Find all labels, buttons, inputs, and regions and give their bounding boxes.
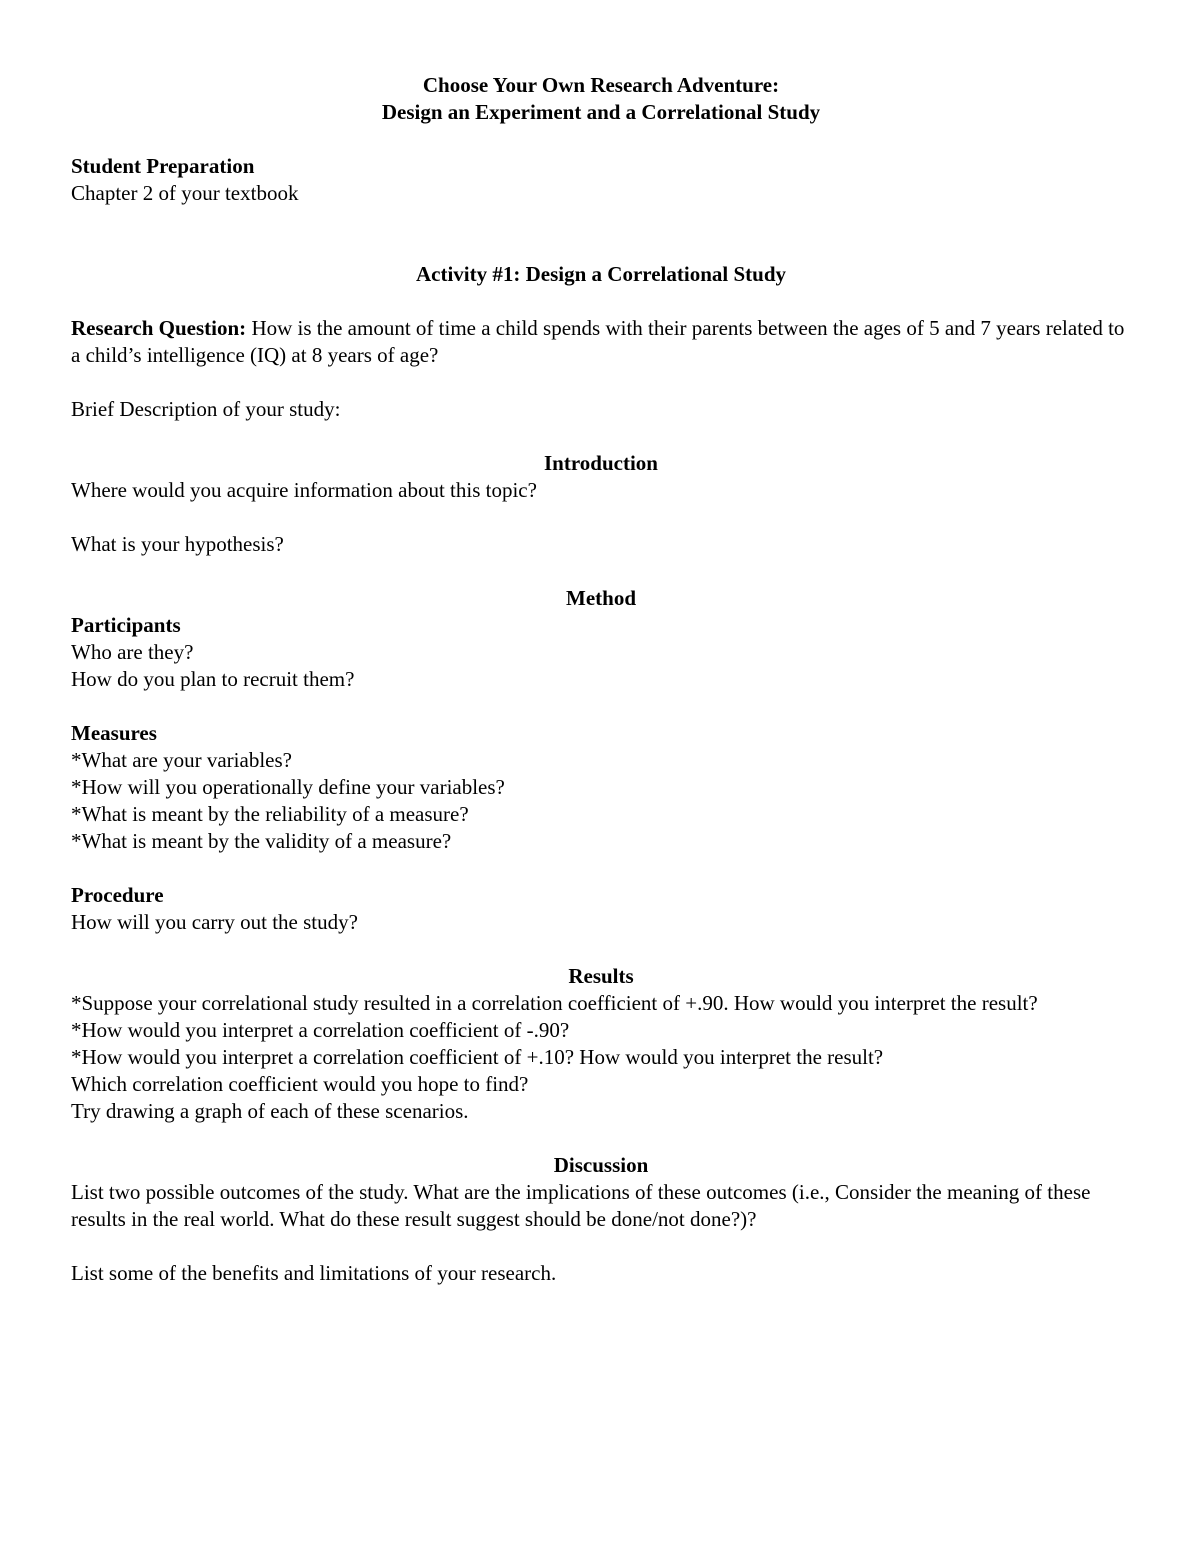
research-question-text: How is the amount of time a child spends with their parents between the ages of 5 and 7 years related to a child’s intelligence (IQ) at 8 years of age? (71, 316, 1125, 367)
results-item: *How would you interpret a correlation coefficient of +.10? How would you interpret the result? (71, 1045, 884, 1069)
document-title-line-1: Choose Your Own Research Adventure: (422, 73, 780, 97)
discussion-paragraph-2: List some of the benefits and limitations of your research. (71, 1261, 557, 1285)
results-item: Try drawing a graph of each of these scenarios. (71, 1099, 469, 1123)
participants-question-1: Who are they? (71, 640, 194, 664)
results-heading: Results (568, 964, 634, 988)
measures-item: *What are your variables? (71, 748, 292, 772)
discussion-heading: Discussion (553, 1153, 649, 1177)
activity-heading: Activity #1: Design a Correlational Study (415, 262, 786, 286)
measures-heading: Measures (71, 721, 157, 745)
discussion-paragraph-1: List two possible outcomes of the study. What are the implications of these outcomes (i.e., Consider the meaning of these results in the real world. What do these result suggest should be done/not done?)? (71, 1180, 1091, 1231)
student-preparation-text: Chapter 2 of your textbook (71, 181, 299, 205)
document-title-line-2: Design an Experiment and a Correlational Study (381, 100, 821, 124)
results-item: *Suppose your correlational study resulted in a correlation coefficient of +.90. How would you interpret the result? (71, 991, 1038, 1015)
measures-item: *What is meant by the reliability of a measure? (71, 802, 469, 826)
introduction-heading: Introduction (544, 451, 658, 475)
introduction-question-2: What is your hypothesis? (71, 532, 284, 556)
research-question-label: Research Question: (71, 316, 247, 340)
measures-item: *What is meant by the validity of a measure? (71, 829, 452, 853)
method-heading: Method (566, 586, 636, 610)
brief-description-prompt: Brief Description of your study: (71, 397, 341, 421)
measures-item: *How will you operationally define your variables? (71, 775, 505, 799)
participants-heading: Participants (71, 613, 181, 637)
introduction-question-1: Where would you acquire information about this topic? (71, 478, 537, 502)
document-page (71, 72, 1131, 1287)
results-item: *How would you interpret a correlation coefficient of -.90? (71, 1018, 570, 1042)
procedure-question: How will you carry out the study? (71, 910, 358, 934)
results-item: Which correlation coefficient would you hope to find? (71, 1072, 529, 1096)
participants-question-2: How do you plan to recruit them? (71, 667, 355, 691)
procedure-heading: Procedure (71, 883, 164, 907)
student-preparation-heading: Student Preparation (71, 154, 255, 178)
research-question (71, 315, 1131, 369)
